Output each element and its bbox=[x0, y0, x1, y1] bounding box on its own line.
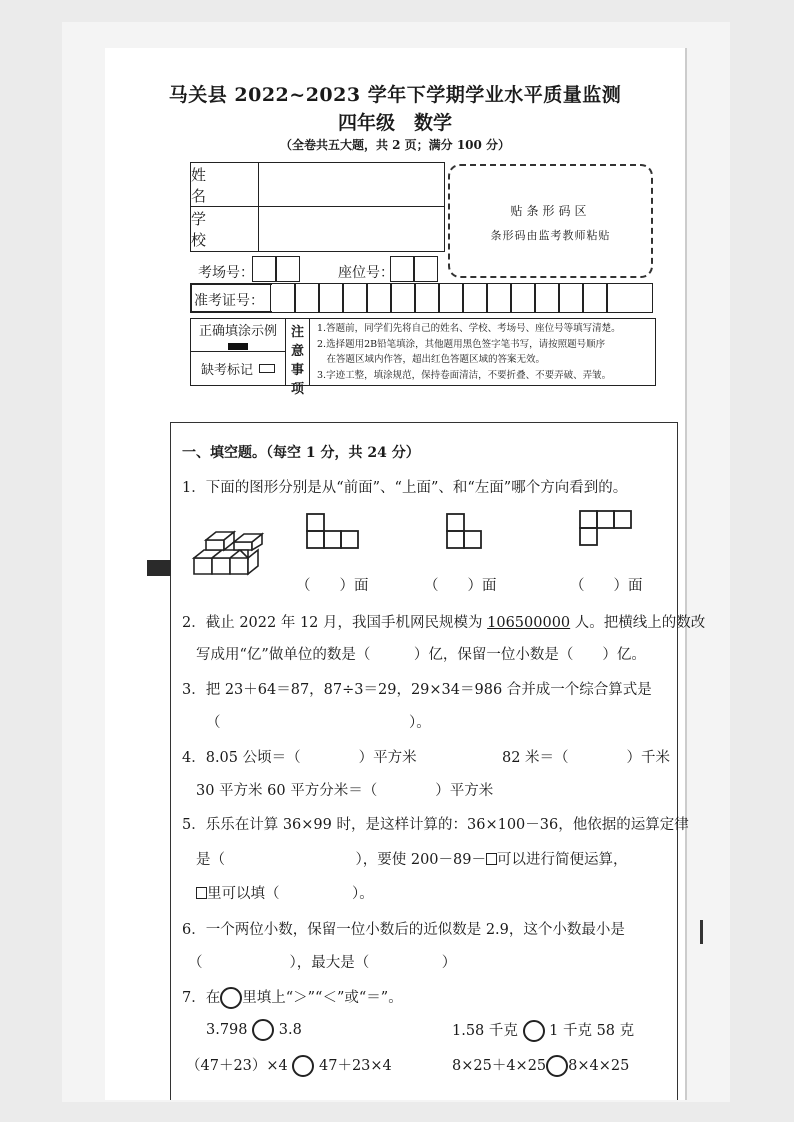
q5-text-fill: 里可以填（ ）。 bbox=[207, 886, 374, 902]
question-3-blank[interactable]: （ ）。 bbox=[206, 715, 431, 731]
q7-item-3 bbox=[186, 1054, 392, 1077]
ticket-label: 准考证号： bbox=[194, 293, 264, 309]
circle-icon bbox=[220, 987, 242, 1009]
q7-item-1-right: 3.8 bbox=[278, 1022, 302, 1038]
q1-blank-1[interactable]: （ ）面 bbox=[296, 578, 369, 594]
notice-char: 事 bbox=[290, 363, 304, 378]
barcode-note: 条形码由监考教师粘贴 bbox=[490, 229, 611, 242]
absent-mark-label: 缺考标记 bbox=[200, 363, 253, 378]
q7-text-pre: 7．在 bbox=[182, 990, 221, 1006]
barcode-area bbox=[448, 164, 653, 278]
q7-item-1-left: 3.798 bbox=[206, 1022, 248, 1038]
q7-item-4 bbox=[452, 1054, 629, 1077]
question-2-line-2: 写成用“亿”做单位的数是（ ）亿，保留一位小数是（ ）亿。 bbox=[196, 647, 646, 663]
room-box-2[interactable] bbox=[276, 256, 300, 282]
fill-examples bbox=[191, 319, 286, 385]
question-7-prompt bbox=[182, 986, 403, 1009]
q2-text-pre: 2．截止 2022 年 12 月，我国手机网民规模为 bbox=[182, 615, 488, 631]
correct-fill-label: 正确填涂示例 bbox=[198, 324, 277, 339]
question-1: 1．下面的图形分别是从“前面”、“上面”、和“左面”哪个方向看到的。 bbox=[182, 480, 628, 496]
q7-item-3-left: （47＋23）×4 bbox=[186, 1058, 288, 1074]
cube-stack-figure bbox=[186, 516, 274, 578]
alignment-marker bbox=[147, 560, 171, 576]
q5-text-pre: 是（ ），要使 200－89－ bbox=[196, 852, 486, 868]
student-info-table bbox=[190, 162, 445, 252]
ticket-row-left-border bbox=[190, 283, 192, 313]
compare-circle-3[interactable] bbox=[292, 1055, 314, 1077]
correct-fill-cell bbox=[191, 319, 285, 352]
question-4-part-1: 4．8.05 公顷＝（ ）平方米 bbox=[182, 750, 417, 766]
notice-text bbox=[317, 321, 653, 383]
absent-mark-cell bbox=[191, 352, 285, 385]
q7-item-2-right: 1 千克 58 克 bbox=[549, 1023, 635, 1039]
compare-circle-4[interactable] bbox=[546, 1055, 568, 1077]
exam-note: （全卷共五大题，共 2 页；满分 100 分） bbox=[279, 138, 511, 152]
barcode-title: 贴条形码区 bbox=[510, 204, 591, 218]
q2-underlined-number: 106500000 bbox=[487, 615, 571, 631]
notice-line: 在答题区域内作答，超出红色答题区域的答案无效。 bbox=[317, 354, 546, 365]
q5-text-post: 可以进行简便运算， bbox=[496, 852, 628, 868]
section-1-heading: 一、填空题。（每空 1 分，共 24 分） bbox=[182, 445, 420, 461]
notice-line: 3.字迹工整，填涂规范，保持卷面清洁，不要折叠、不要弄破、弄皱。 bbox=[317, 369, 612, 381]
view-figure-3 bbox=[578, 509, 634, 547]
scan-mark bbox=[700, 920, 703, 944]
school-label: 学 校 bbox=[191, 207, 259, 251]
question-6-line-1: 6．一个两位小数，保留一位小数后的近似数是 2.9，这个小数最小是 bbox=[182, 922, 625, 938]
q7-item-4-left: 8×25＋4×25 bbox=[452, 1058, 547, 1074]
name-row bbox=[191, 163, 444, 207]
q2-text-post: 人。把横线上的数改 bbox=[570, 615, 706, 631]
q7-item-2 bbox=[452, 1019, 634, 1042]
notice-line: 2.选择题用2B铅笔填涂，其他题用黑色签字笔书写，请按照题号顺序 bbox=[317, 338, 606, 350]
question-4-part-2: 82 米＝（ ）千米 bbox=[502, 750, 671, 766]
question-5-line-1: 5．乐乐在计算 36×99 时，是这样计算的：36×100－36，他依据的运算定律 bbox=[182, 817, 689, 833]
room-box-1[interactable] bbox=[252, 256, 276, 282]
seat-box-1[interactable] bbox=[390, 256, 414, 282]
question-2-line-1 bbox=[182, 611, 705, 632]
q1-blank-2[interactable]: （ ）面 bbox=[424, 578, 497, 594]
q1-blank-3[interactable]: （ ）面 bbox=[570, 578, 643, 594]
square-blank-icon bbox=[196, 887, 207, 899]
question-3-line-1: 3．把 23＋64＝87，87÷3＝29，29×34＝986 合并成一个综合算式是 bbox=[182, 682, 652, 698]
compare-circle-1[interactable] bbox=[252, 1019, 274, 1041]
question-5-line-2 bbox=[196, 848, 627, 869]
view-figure-2 bbox=[445, 512, 483, 550]
question-4-part-3: 30 平方米 60 平方分米＝（ ）平方米 bbox=[196, 783, 494, 799]
notice-char: 注 bbox=[290, 325, 304, 340]
view-figure-1 bbox=[305, 512, 361, 550]
notice-char: 意 bbox=[290, 344, 304, 359]
q7-item-2-left: 1.58 千克 bbox=[452, 1023, 518, 1039]
notice-heading bbox=[286, 319, 310, 397]
question-5-line-3 bbox=[196, 882, 374, 903]
square-blank-icon bbox=[486, 853, 497, 865]
filled-bar-icon bbox=[228, 343, 248, 350]
exam-title: 马关县 2022~2023 学年下学期学业水平质量监测 bbox=[168, 84, 622, 106]
seat-label: 座位号： bbox=[338, 265, 394, 281]
q7-item-4-right: 8×4×25 bbox=[568, 1058, 630, 1074]
notice-char: 项 bbox=[290, 382, 304, 397]
exam-subtitle: 四年级 数学 bbox=[337, 112, 452, 134]
school-row bbox=[191, 207, 444, 251]
absent-mark-box[interactable] bbox=[259, 364, 275, 373]
q7-item-3-right: 47＋23×4 bbox=[319, 1058, 392, 1074]
q7-text-post: 里填上“＞”“＜”或“＝”。 bbox=[242, 990, 403, 1006]
notice-table bbox=[190, 318, 656, 397]
question-6-line-2: （ ），最大是（ ） bbox=[188, 955, 457, 971]
notice-line: 1.答题前，同学们先将自己的姓名、学校、考场号、座位号等填写清楚。 bbox=[317, 323, 621, 334]
q7-item-1 bbox=[206, 1019, 302, 1041]
compare-circle-2[interactable] bbox=[523, 1020, 545, 1042]
ticket-row-bottom bbox=[190, 311, 272, 313]
ticket-row-top bbox=[190, 283, 272, 285]
name-label: 姓 名 bbox=[191, 163, 259, 206]
room-label: 考场号： bbox=[198, 265, 254, 281]
seat-box-2[interactable] bbox=[414, 256, 438, 282]
ticket-number-grid[interactable] bbox=[270, 283, 653, 313]
